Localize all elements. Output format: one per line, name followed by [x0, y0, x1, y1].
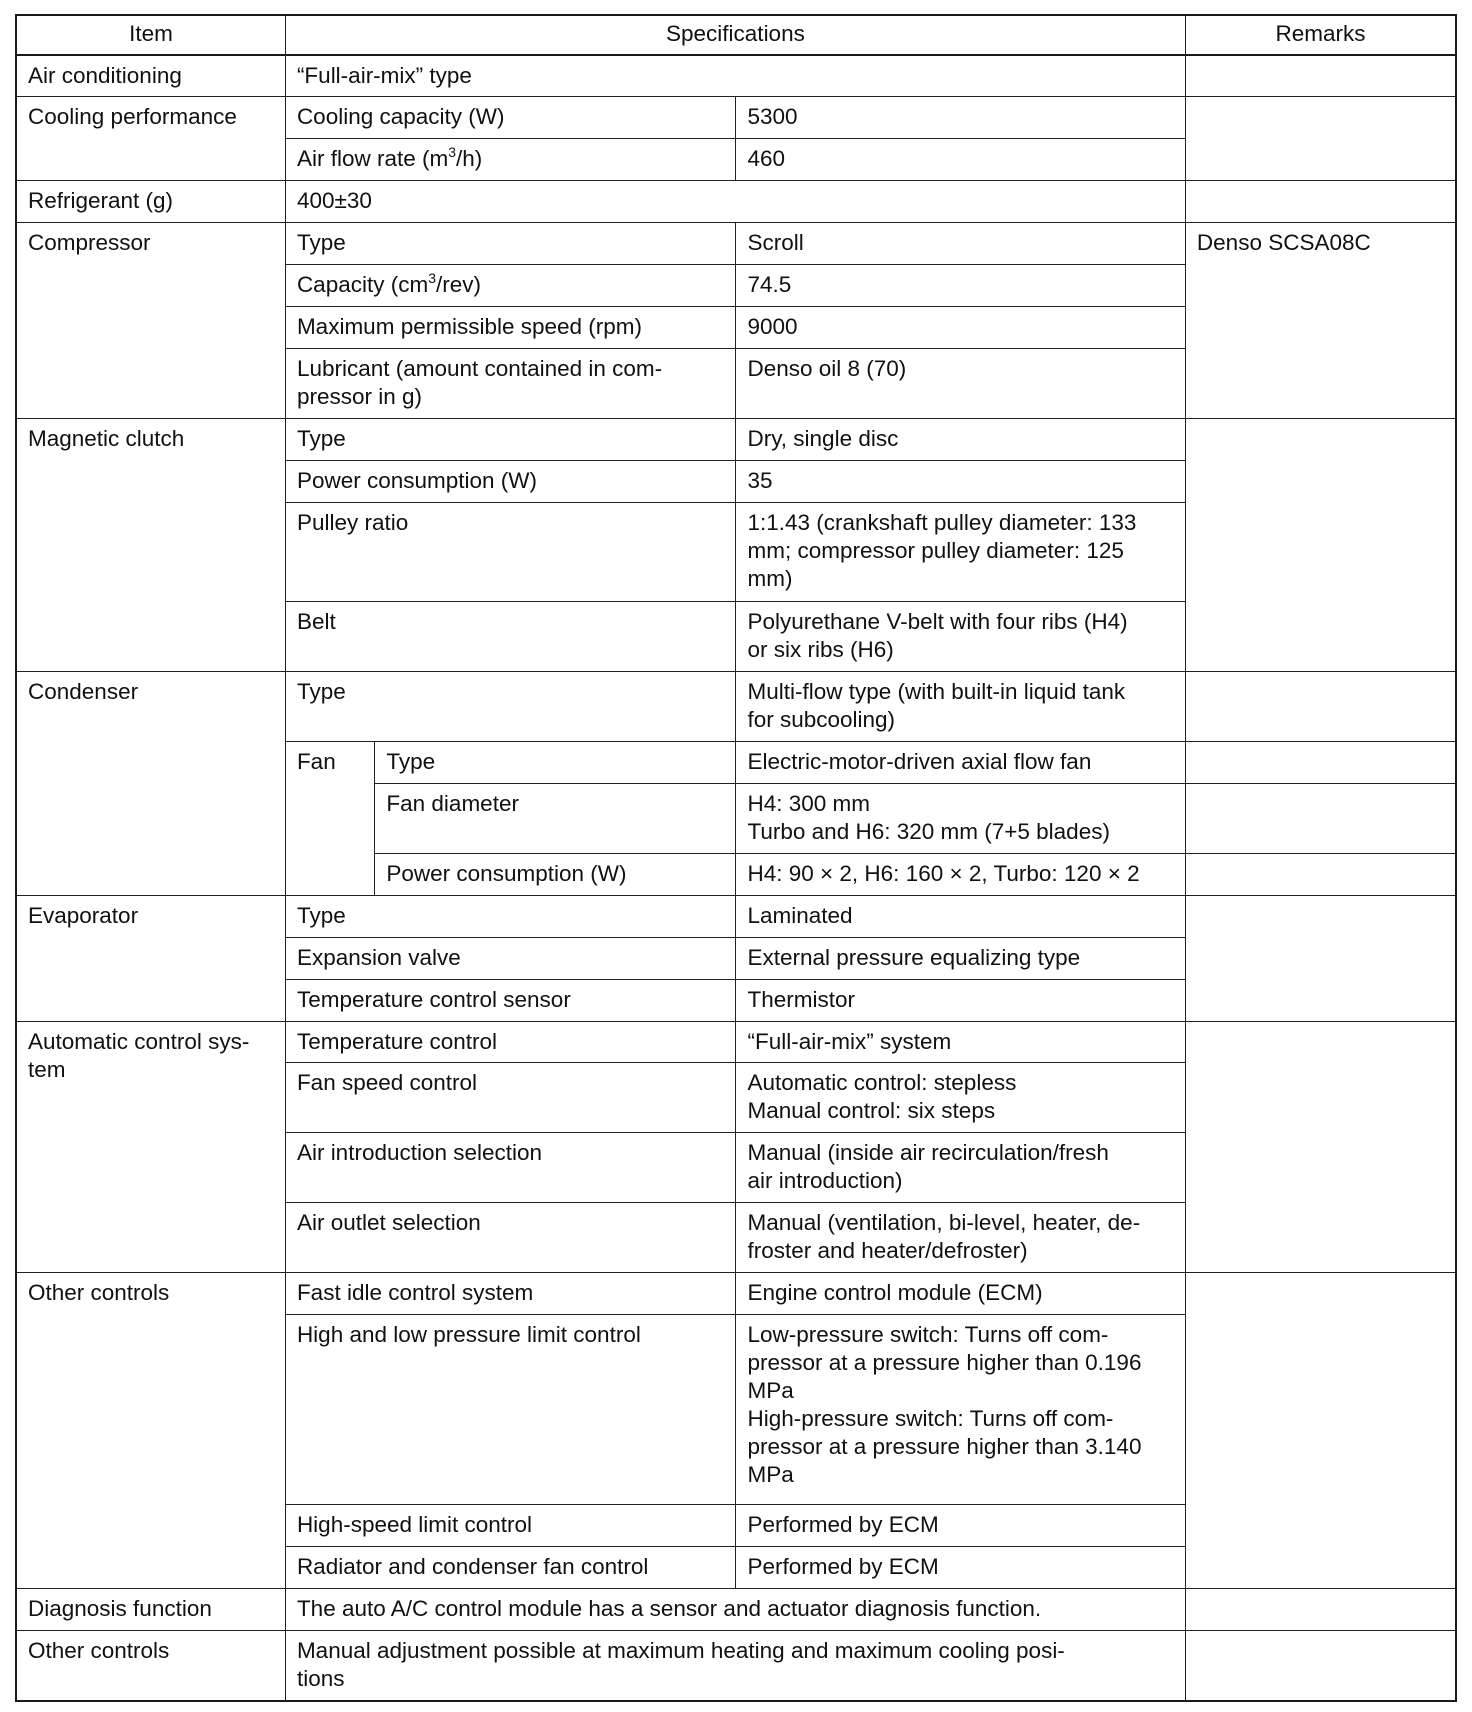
spec-value: “Full-air-mix” system [736, 1021, 1185, 1063]
spec-value: Engine control module (ECM) [736, 1273, 1185, 1315]
spec-label: Pulley ratio [285, 502, 736, 602]
row-item-label: Refrigerant (g) [16, 181, 285, 223]
spec-value: 460 [736, 139, 1185, 181]
spec-label: Fast idle control system [285, 1273, 736, 1315]
row-item-label: Condenser [16, 672, 285, 896]
airflow-label-pre: Air flow rate (m [296, 146, 449, 172]
spec-value: The auto A/C control module has a sensor and actuator diagnosis function. [285, 1588, 1185, 1630]
row-item-label: Automatic control sys- tem [16, 1021, 285, 1272]
remarks-cell [1185, 742, 1456, 784]
spec-value: External pressure equalizing type [736, 937, 1185, 979]
spec-value: “Full-air-mix” type [285, 55, 1185, 97]
row-item-label: Compressor [16, 223, 285, 419]
airflow-label-post: /h) [456, 146, 483, 172]
remarks-cell [1185, 1273, 1456, 1589]
remarks-cell: Denso SCSA08C [1185, 223, 1456, 419]
spec-label: High-speed limit control [285, 1505, 736, 1547]
spec-label: Temperature control [285, 1021, 736, 1063]
remarks-cell [1185, 97, 1456, 181]
spec-label: Radiator and condenser fan control [285, 1547, 736, 1589]
capacity-label-post: /rev) [436, 272, 482, 298]
spec-label: Expansion valve [285, 937, 736, 979]
spec-label: Type [285, 418, 736, 460]
spec-value: Low-pressure switch: Turns off com- pressor at a pressure higher than 0.196 MPa High-pressure switch: Turns off com- pressor at a pressure higher than 3.140 MPa [736, 1314, 1185, 1504]
spec-label: Maximum permissible speed (rpm) [285, 306, 736, 348]
spec-label: Type [285, 895, 736, 937]
spec-label [285, 139, 736, 181]
specifications-table [15, 14, 1457, 1702]
spec-sublabel: Fan [285, 742, 374, 896]
spec-label: Type [285, 672, 736, 742]
row-item-label: Other controls [16, 1630, 285, 1701]
spec-label: Fan speed control [285, 1063, 736, 1133]
spec-value: Laminated [736, 895, 1185, 937]
remarks-cell [1185, 784, 1456, 854]
spec-label: High and low pressure limit control [285, 1314, 736, 1504]
table-row [16, 97, 1456, 139]
spec-value: 400±30 [285, 181, 1185, 223]
row-item-label: Evaporator [16, 895, 285, 1021]
table-row [16, 418, 1456, 460]
spec-label: Air introduction selection [285, 1133, 736, 1203]
spec-value: Multi-flow type (with built-in liquid tank for subcooling) [736, 672, 1185, 742]
spec-value: Thermistor [736, 979, 1185, 1021]
spec-value: Manual (inside air recirculation/fresh air introduction) [736, 1133, 1185, 1203]
spec-label: Fan diameter [375, 784, 736, 854]
spec-label: Temperature control sensor [285, 979, 736, 1021]
row-item-label: Air conditioning [16, 55, 285, 97]
spec-label [285, 265, 736, 307]
spec-value: 35 [736, 460, 1185, 502]
spec-value: Performed by ECM [736, 1547, 1185, 1589]
remarks-cell [1185, 1630, 1456, 1701]
spec-value: Dry, single disc [736, 418, 1185, 460]
capacity-label-pre: Capacity (cm [296, 272, 429, 298]
spec-value: 9000 [736, 306, 1185, 348]
spec-value: Polyurethane V-belt with four ribs (H4) or six ribs (H6) [736, 602, 1185, 672]
table-row [16, 895, 1456, 937]
remarks-cell [1185, 895, 1456, 1021]
row-item-label: Diagnosis function [16, 1588, 285, 1630]
spec-label: Type [285, 223, 736, 265]
spec-value: Manual (ventilation, bi-level, heater, de- froster and heater/defroster) [736, 1203, 1185, 1273]
spec-value: H4: 300 mm Turbo and H6: 320 mm (7+5 blades) [736, 784, 1185, 854]
table-row [16, 181, 1456, 223]
table-row [16, 672, 1456, 742]
remarks-cell [1185, 1588, 1456, 1630]
row-item-label: Other controls [16, 1273, 285, 1589]
spec-value: 74.5 [736, 265, 1185, 307]
spec-value: Performed by ECM [736, 1505, 1185, 1547]
table-row [16, 55, 1456, 97]
remarks-cell [1185, 853, 1456, 895]
table-row [16, 1021, 1456, 1063]
spec-label: Belt [285, 602, 736, 672]
spec-label: Type [375, 742, 736, 784]
spec-value: Scroll [736, 223, 1185, 265]
spec-label: Cooling capacity (W) [285, 97, 736, 139]
capacity-label-sup: 3 [428, 269, 437, 286]
spec-value: 1:1.43 (crankshaft pulley diameter: 133 mm; compressor pulley diameter: 125 mm) [736, 502, 1185, 602]
table-row [16, 1588, 1456, 1630]
remarks-cell [1185, 672, 1456, 742]
remarks-cell [1185, 418, 1456, 672]
spec-value: Manual adjustment possible at maximum heating and maximum cooling posi- tions [285, 1630, 1185, 1701]
spec-label: Air outlet selection [285, 1203, 736, 1273]
table-row [16, 1273, 1456, 1315]
spec-label: Lubricant (amount contained in com- pressor in g) [285, 348, 736, 418]
remarks-cell [1185, 55, 1456, 97]
header-item: Item [16, 15, 285, 55]
header-row [16, 15, 1456, 55]
header-specifications: Specifications [285, 15, 1185, 55]
remarks-cell [1185, 181, 1456, 223]
spec-value: Electric-motor-driven axial flow fan [736, 742, 1185, 784]
row-item-label: Cooling performance [16, 97, 285, 181]
remarks-cell [1185, 1021, 1456, 1272]
header-remarks: Remarks [1185, 15, 1456, 55]
spec-value: H4: 90 × 2, H6: 160 × 2, Turbo: 120 × 2 [736, 853, 1185, 895]
spec-label: Power consumption (W) [375, 853, 736, 895]
spec-value: Denso oil 8 (70) [736, 348, 1185, 418]
row-item-label: Magnetic clutch [16, 418, 285, 672]
airflow-label-sup: 3 [448, 143, 457, 160]
table-row [16, 1630, 1456, 1701]
spec-value: 5300 [736, 97, 1185, 139]
spec-label: Power consumption (W) [285, 460, 736, 502]
table-row [16, 223, 1456, 265]
spec-value: Automatic control: stepless Manual control: six steps [736, 1063, 1185, 1133]
